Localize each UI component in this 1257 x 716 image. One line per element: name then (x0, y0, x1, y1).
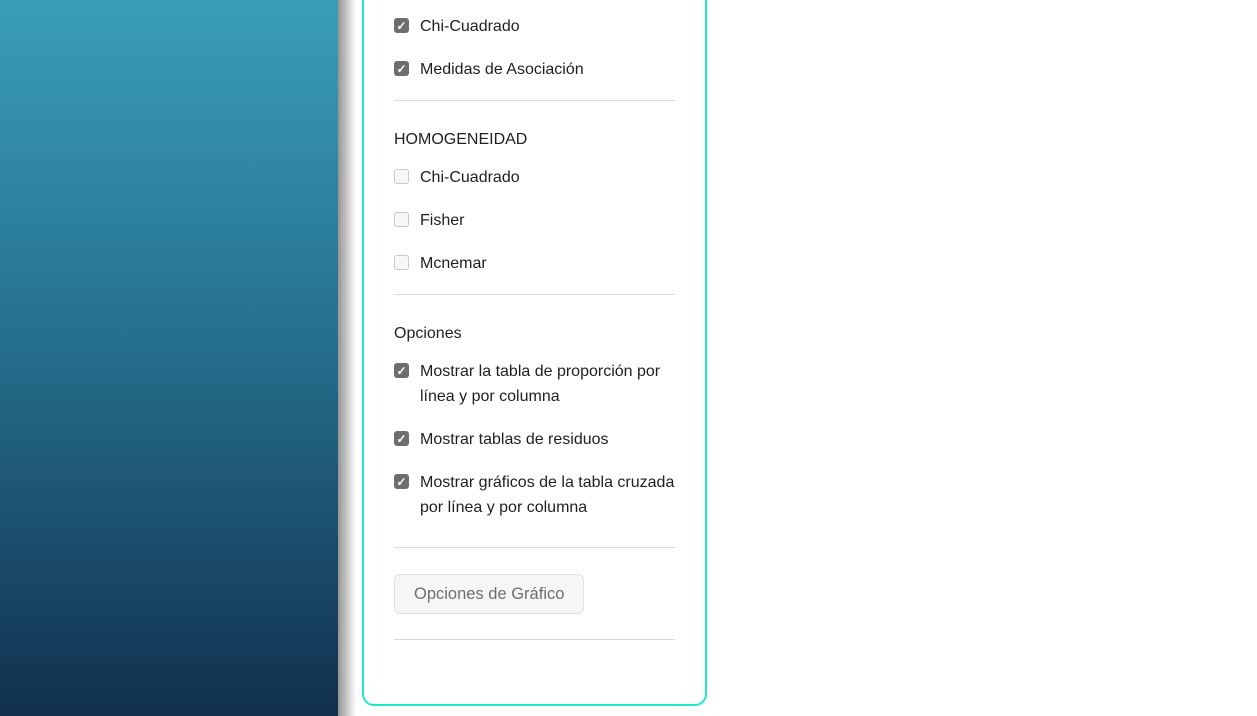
divider (394, 547, 675, 548)
section-heading-opciones: Opciones (394, 325, 462, 342)
checkbox-label: Fisher (420, 212, 465, 229)
checkbox-label: Mcnemar (420, 255, 487, 272)
checkbox-label: Mostrar gráficos de la tabla cruzada por línea y por columna (420, 474, 675, 516)
checkbox[interactable] (394, 169, 409, 184)
checkbox[interactable] (394, 363, 409, 378)
checkbox-label: Mostrar tablas de residuos (420, 431, 609, 448)
sidebar (0, 0, 338, 716)
divider (394, 294, 675, 295)
checkbox-label: Chi-Cuadrado (420, 169, 520, 186)
checkbox[interactable] (394, 255, 409, 270)
checkbox[interactable] (394, 212, 409, 227)
checkbox-row-mostrar-tabla-proporcion[interactable] (394, 359, 675, 409)
checkbox-row-mcnemar[interactable] (394, 251, 675, 276)
sidebar-shadow (338, 0, 356, 716)
divider (394, 100, 675, 101)
checkbox-row-chi-cuadrado-asociacion[interactable] (394, 14, 675, 39)
checkbox[interactable] (394, 61, 409, 76)
checkbox[interactable] (394, 18, 409, 33)
checkbox-row-chi-cuadrado-homogeneidad[interactable] (394, 165, 675, 190)
checkbox-row-medidas-asociacion[interactable] (394, 57, 675, 82)
checkbox-row-fisher[interactable] (394, 208, 675, 233)
checkbox-label: Chi-Cuadrado (420, 18, 520, 35)
checkbox[interactable] (394, 431, 409, 446)
checkbox-label: Medidas de Asociación (420, 61, 584, 78)
divider (394, 639, 675, 640)
options-panel (362, 0, 707, 706)
checkbox[interactable] (394, 474, 409, 489)
checkbox-row-mostrar-tablas-residuos[interactable] (394, 427, 675, 452)
checkbox-label: Mostrar la tabla de proporción por línea y por columna (420, 363, 661, 405)
section-heading-homogeneidad: HOMOGENEIDAD (394, 131, 528, 148)
graph-options-button[interactable]: Opciones de Gráfico (394, 574, 584, 614)
checkbox-row-mostrar-graficos-tabla-cruzada[interactable] (394, 470, 675, 520)
